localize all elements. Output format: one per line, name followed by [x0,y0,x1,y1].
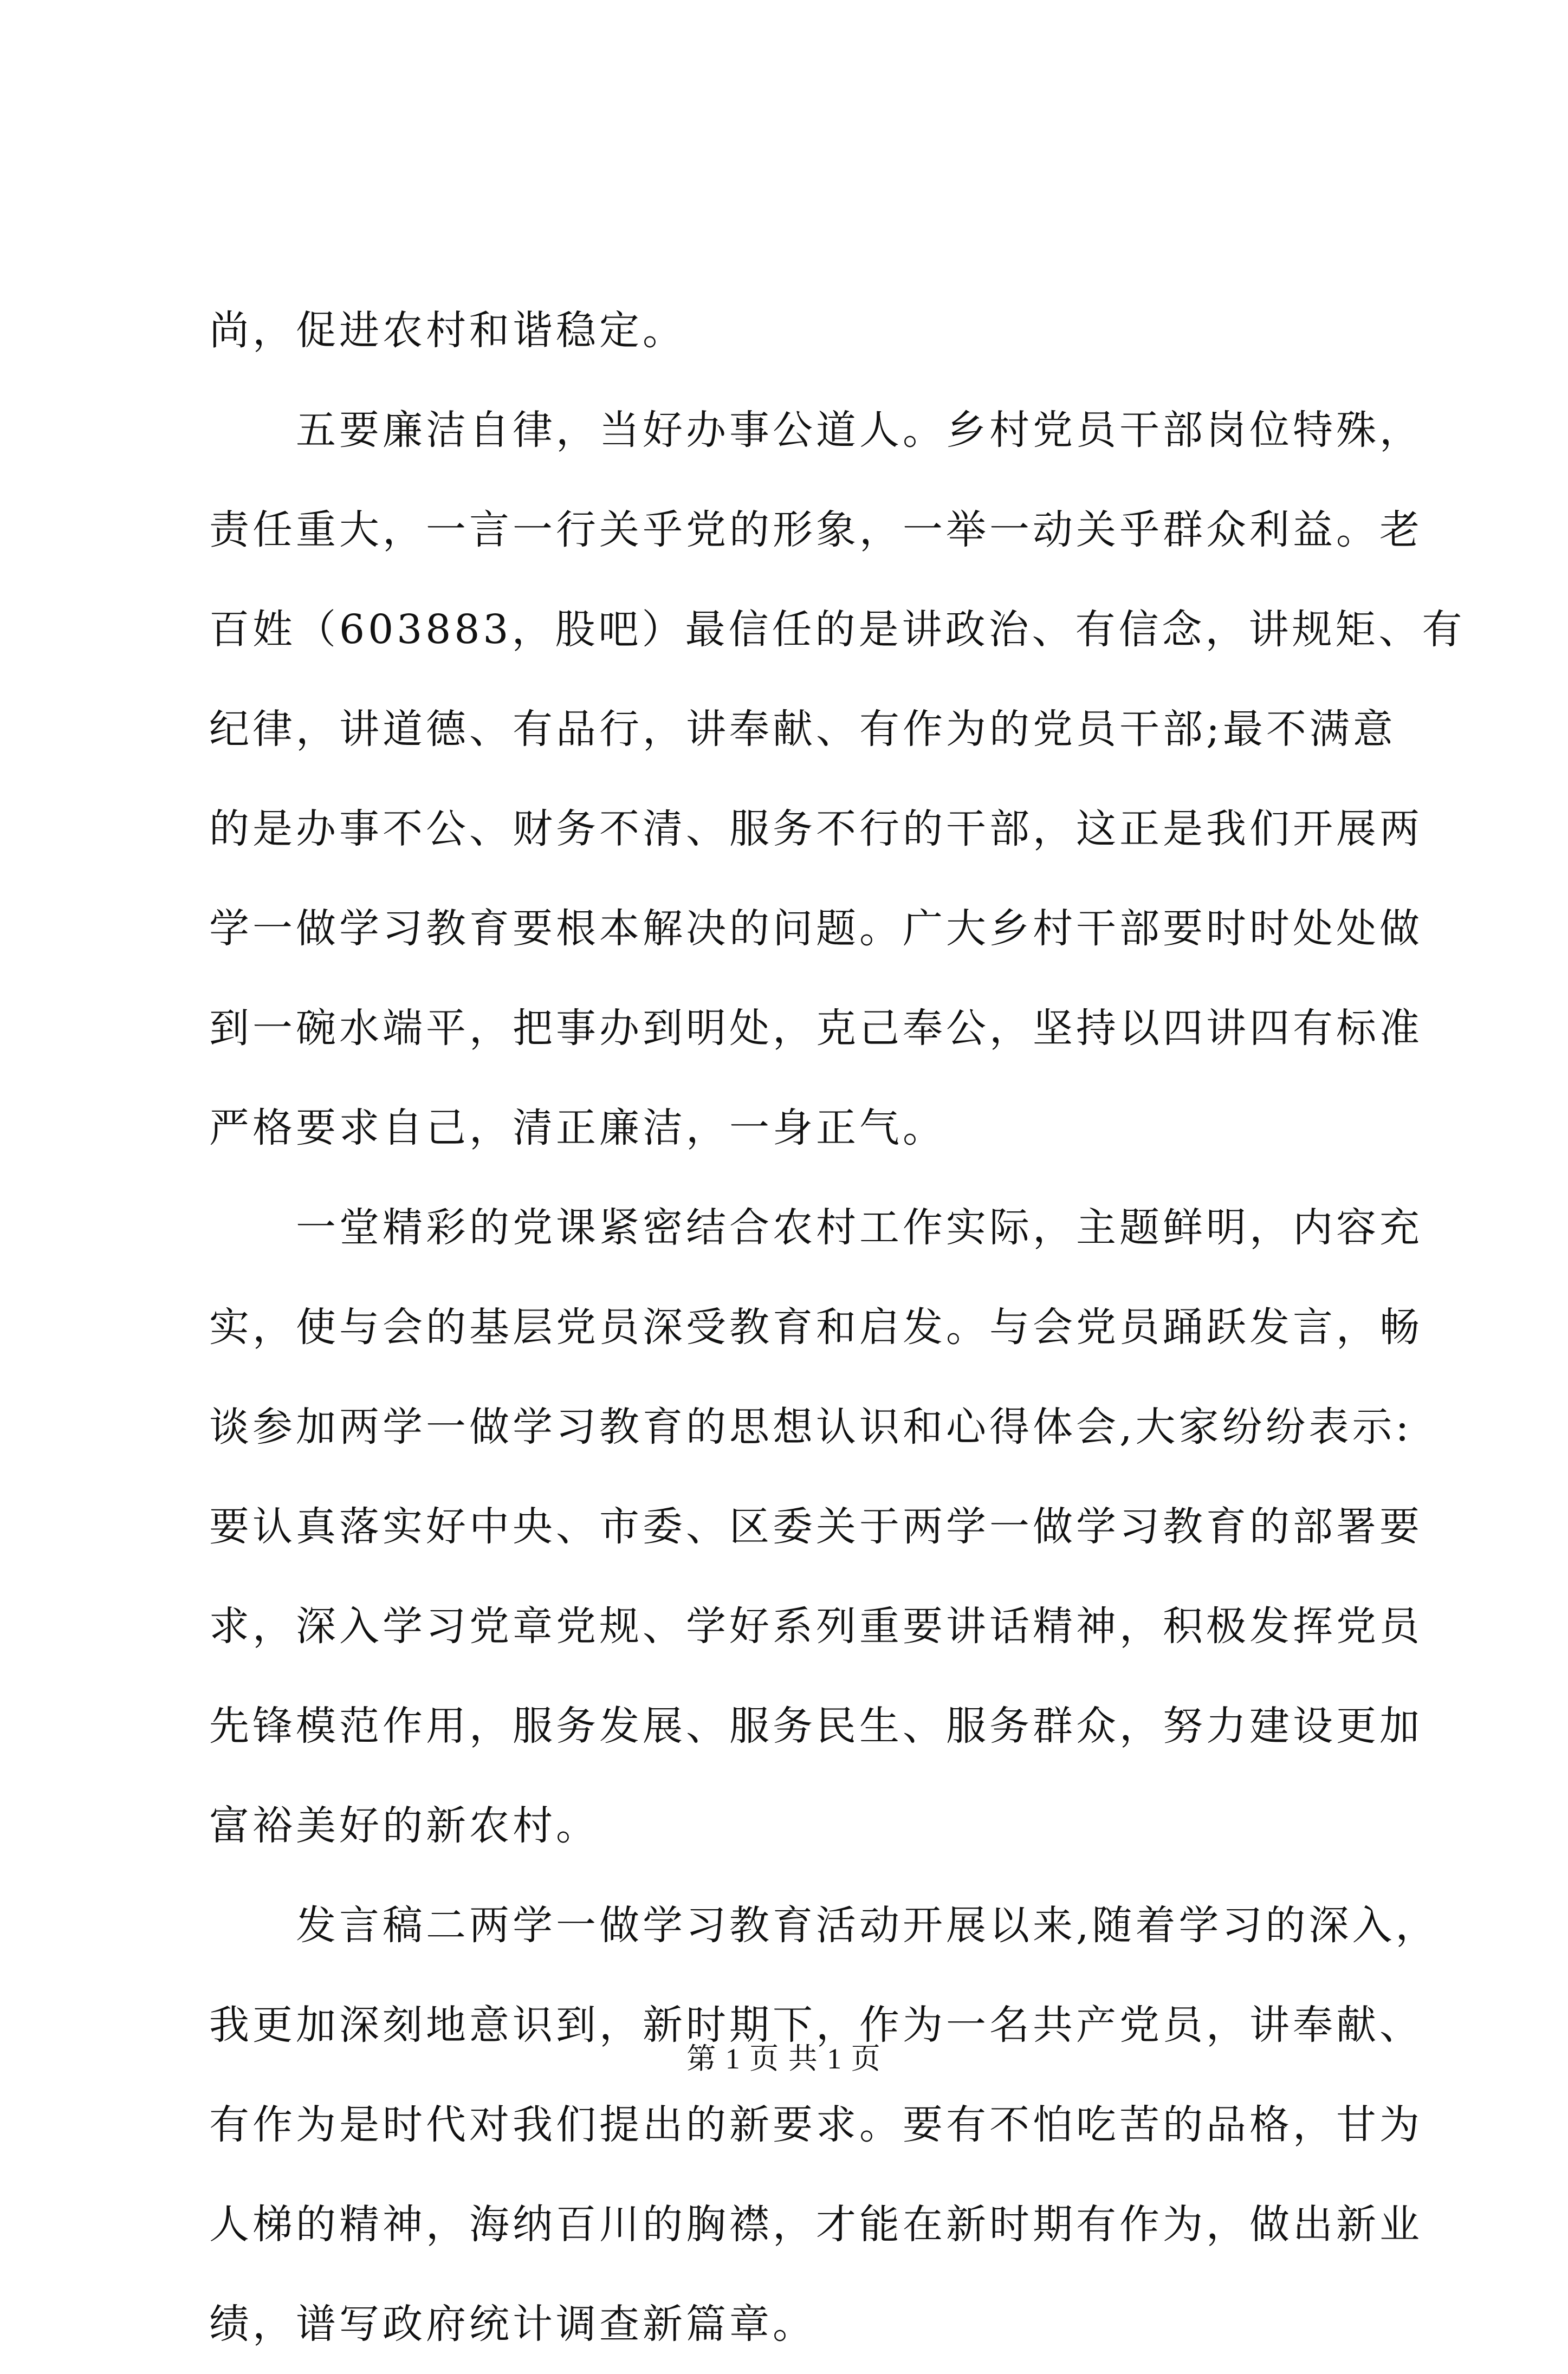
text-line: 实，使与会的基层党员深受教育和启发。与会党员踊跃发言，畅 [209,1304,1423,1351]
text-line: 纪律，讲道德、有品行，讲奉献、有作为的党员干部;最不满意 [209,706,1396,753]
text-line: 求，深入学习党章党规、学好系列重要讲话精神，积极发挥党员 [209,1603,1423,1650]
text-line: 的是办事不公、财务不清、服务不行的干部，这正是我们开展两 [209,806,1423,852]
text-line: 有作为是时代对我们提出的新要求。要有不怕吃苦的品格，甘为 [209,2101,1423,2148]
text-line: 要认真落实好中央、市委、区委关于两学一做学习教育的部署要 [209,1503,1423,1550]
text-line: 百姓（603883，股吧）最信任的是讲政治、有信念，讲规矩、有 [209,606,1466,653]
text-line: 尚，促进农村和谐稳定。 [209,307,686,354]
text-line: 谈参加两学一做学习教育的思想认识和心得体会,大家纷纷表示: [209,1404,1413,1450]
text-line: 我更加深刻地意识到，新时期下，作为一名共产党员，讲奉献、 [209,2002,1423,2048]
text-line: 绩，谱写政府统计调查新篇章。 [209,2301,816,2347]
text-line: 富裕美好的新农村。 [209,1802,599,1849]
text-line: 责任重大，一言一行关乎党的形象，一举一动关乎群众利益。老 [209,507,1423,553]
text-line: 发言稿二两学一做学习教育活动开展以来,随着学习的深入， [296,1902,1439,1949]
text-line: 先锋模范作用，服务发展、服务民生、服务群众，努力建设更加 [209,1703,1423,1749]
text-line: 人梯的精神，海纳百川的胸襟，才能在新时期有作为，做出新业 [209,2201,1423,2248]
text-line: 到一碗水端平，把事办到明处，克己奉公，坚持以四讲四有标准 [209,1005,1423,1052]
page-number-footer: 第 1 页 共 1 页 [686,2042,882,2075]
text-line: 五要廉洁自律，当好办事公道人。乡村党员干部岗位特殊， [296,407,1423,453]
text-line: 严格要求自己，清正廉洁，一身正气。 [209,1105,946,1151]
text-line: 一堂精彩的党课紧密结合农村工作实际，主题鲜明，内容充 [296,1204,1423,1251]
text-line: 学一做学习教育要根本解决的问题。广大乡村干部要时时处处做 [209,905,1423,952]
